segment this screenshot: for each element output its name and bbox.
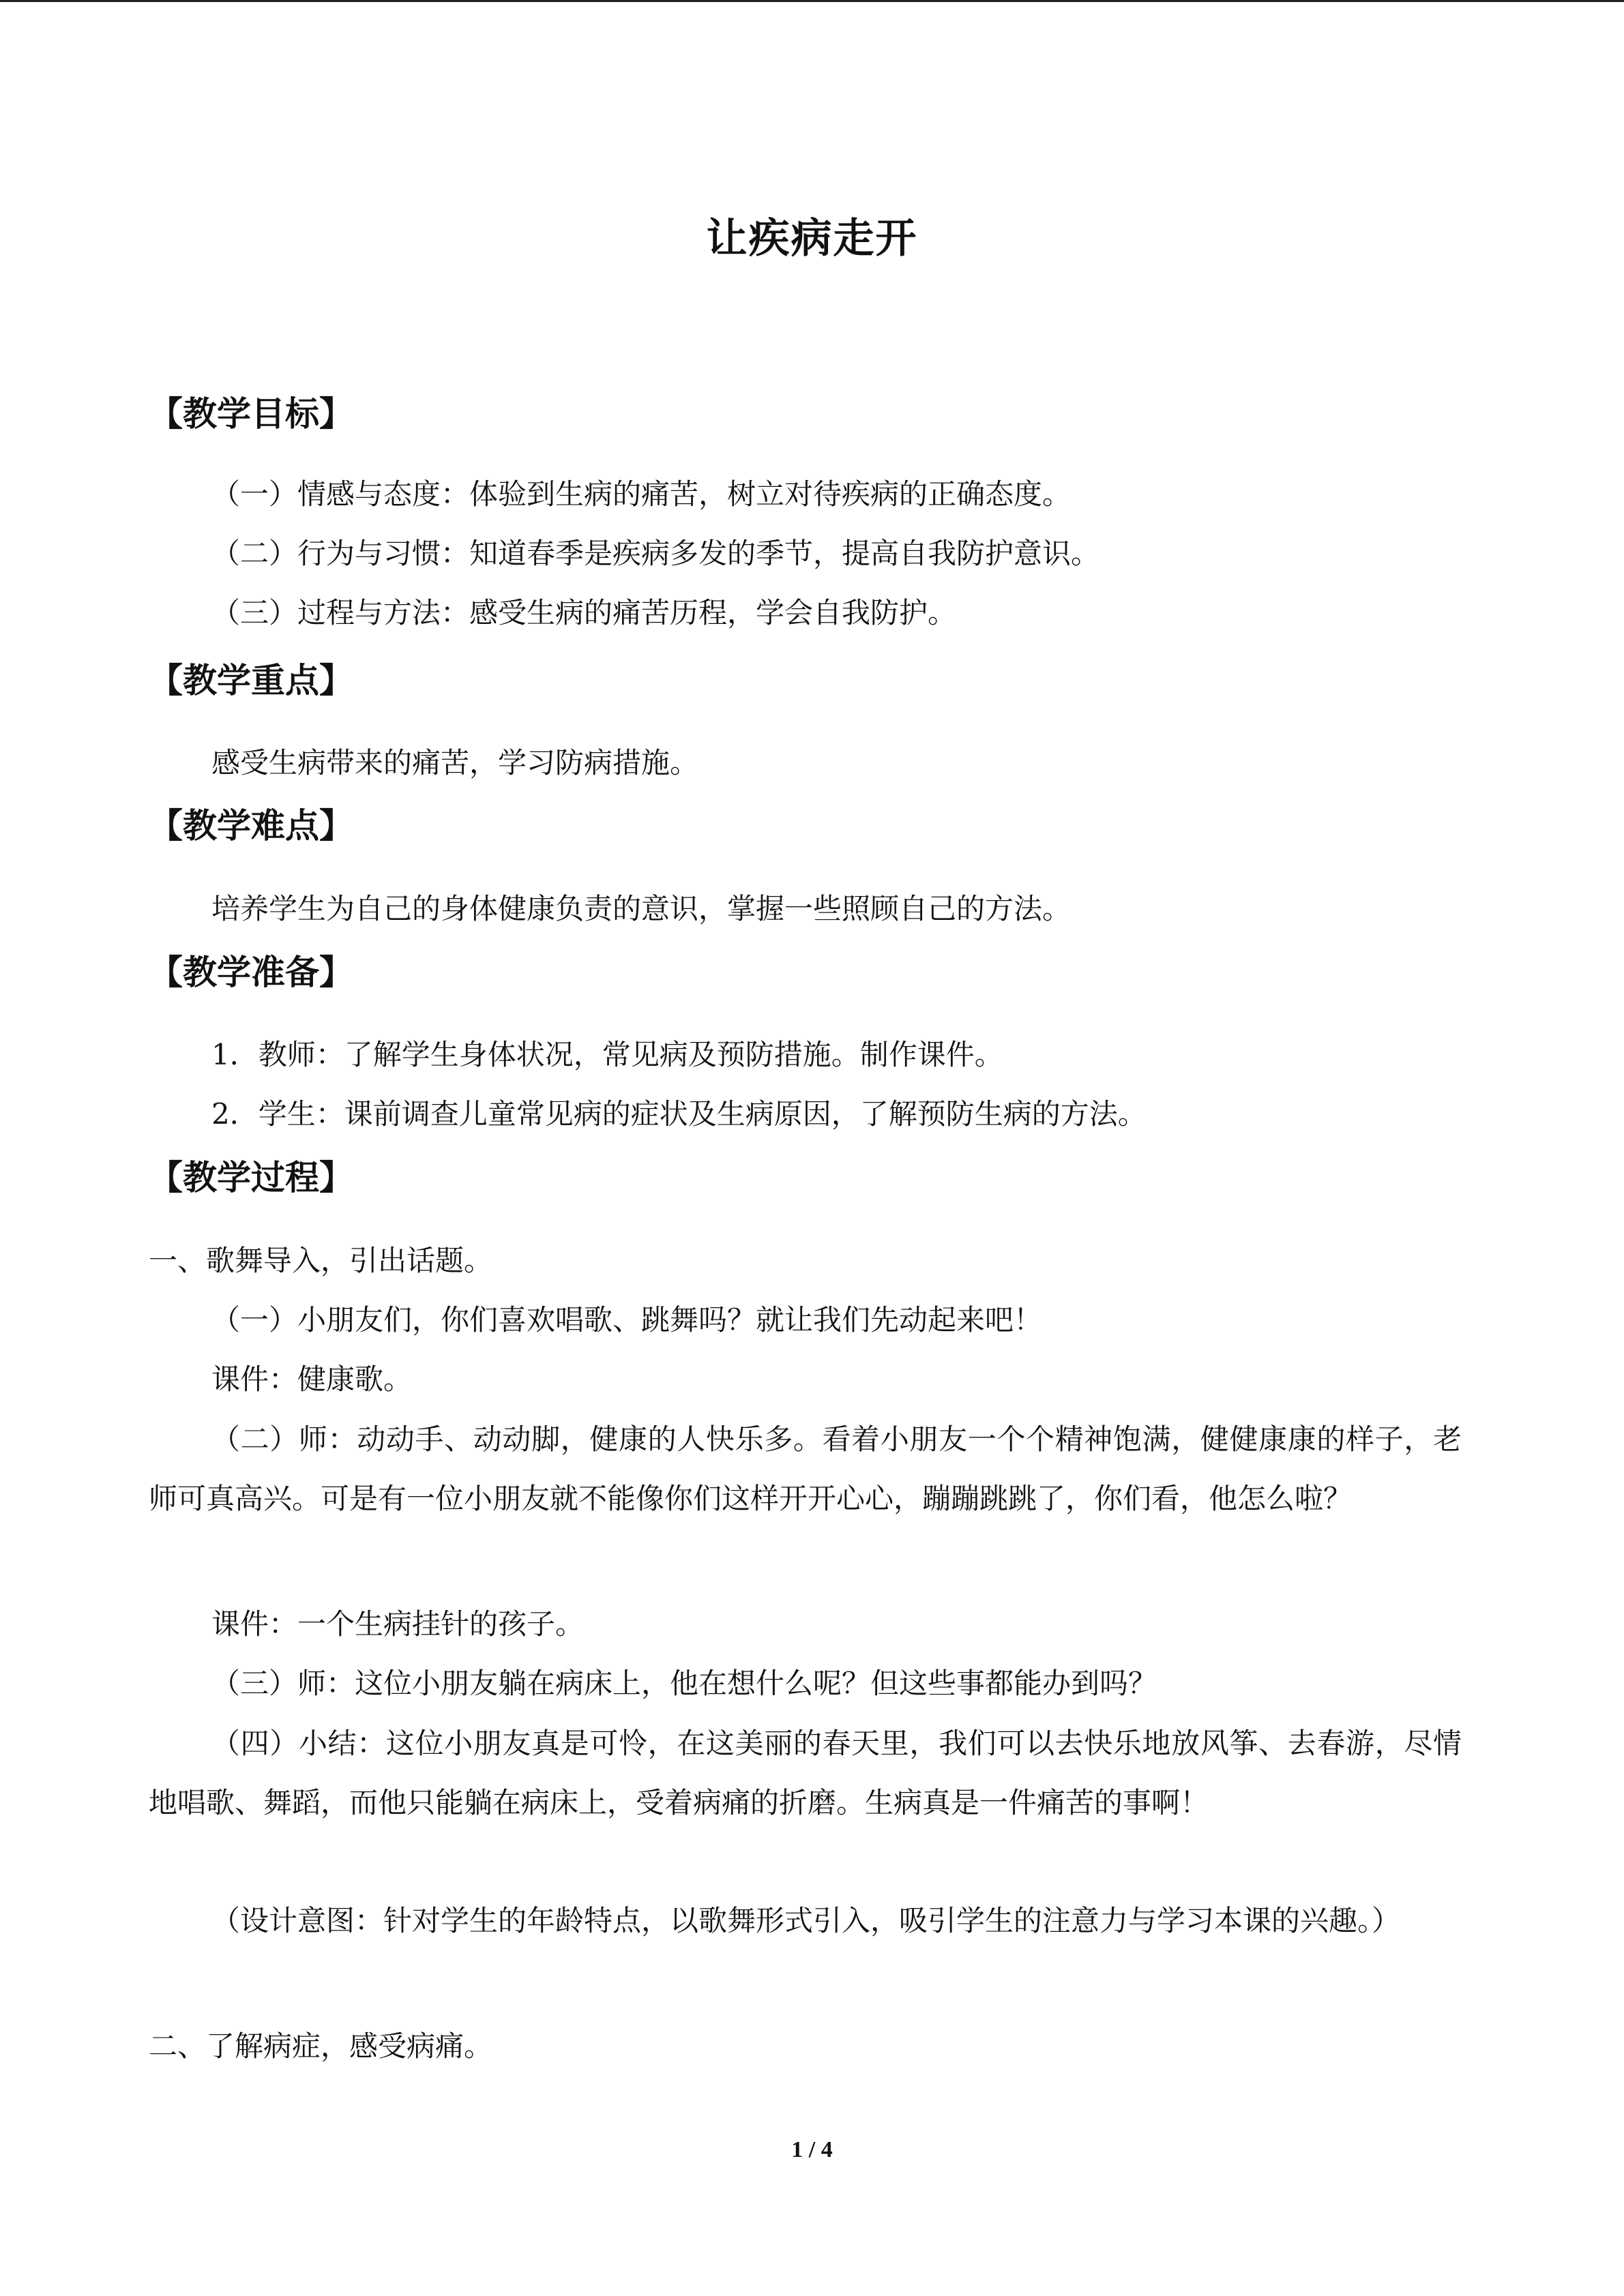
heading-process: 【教学过程】	[149, 1158, 353, 1197]
key-points-text: 感受生病带来的痛苦，学习防病措施。	[211, 746, 699, 779]
page-number: 1 / 4	[791, 2137, 833, 2162]
goal-item-2: （二）行为与习惯：知道春季是疾病多发的季节，提高自我防护意识。	[211, 537, 1100, 570]
process-step-1-a: （一）小朋友们，你们喜欢唱歌、跳舞吗？就让我们先动起来吧！	[211, 1303, 1043, 1337]
process-step-1-d: （四）小结：这位小朋友真是可怜，在这美丽的春天里，我们可以去快乐地放风筝、去春游，尽情地唱歌、舞蹈，而他只能躺在病床上，受着病痛的折磨。生病真是一件痛苦的事啊！	[149, 1727, 1462, 1819]
heading-difficulties: 【教学难点】	[149, 806, 353, 846]
goal-item-1: （一）情感与态度：体验到生病的痛苦，树立对待疾病的正确态度。	[211, 477, 1072, 511]
process-step-2-title: 二、了解病症，感受病痛。	[149, 2029, 493, 2063]
process-step-1-c: （三）师：这位小朋友躺在病床上，他在想什么呢？但这些事都能办到吗？	[211, 1667, 1157, 1700]
document-title: 让疾病走开	[706, 215, 918, 263]
heading-preparation: 【教学准备】	[149, 953, 353, 992]
preparation-item-2: 2．学生：课前调查儿童常见病的症状及生病原因，了解预防生病的方法。	[211, 1097, 1147, 1131]
process-step-1-b: （二）师：动动手、动动脚，健康的人快乐多。看着小朋友一个个精神饱满，健健康康的样子，老师可真高兴。可是有一位小朋友就不能像你们这样开开心心，蹦蹦跳跳了，你们看，他怎么啦？	[149, 1422, 1462, 1515]
preparation-item-1: 1．教师：了解学生身体状况，常见病及预防措施。制作课件。	[211, 1038, 1003, 1071]
heading-key-points: 【教学重点】	[149, 661, 353, 700]
goal-item-3: （三）过程与方法：感受生病的痛苦历程，学会自我防护。	[211, 596, 957, 629]
heading-teaching-goals: 【教学目标】	[149, 394, 353, 434]
difficulties-text: 培养学生为自己的身体健康负责的意识，掌握一些照顾自己的方法。	[211, 892, 1072, 925]
process-step-1-design-intent: （设计意图：针对学生的年龄特点，以歌舞形式引入，吸引学生的注意力与学习本课的兴趣。）	[211, 1904, 1401, 1937]
process-step-1-title: 一、歌舞导入，引出话题。	[149, 1244, 493, 1277]
process-step-1-a-note: 课件：健康歌。	[211, 1362, 413, 1396]
process-step-1-b-note: 课件：一个生病挂针的孩子。	[211, 1607, 585, 1641]
